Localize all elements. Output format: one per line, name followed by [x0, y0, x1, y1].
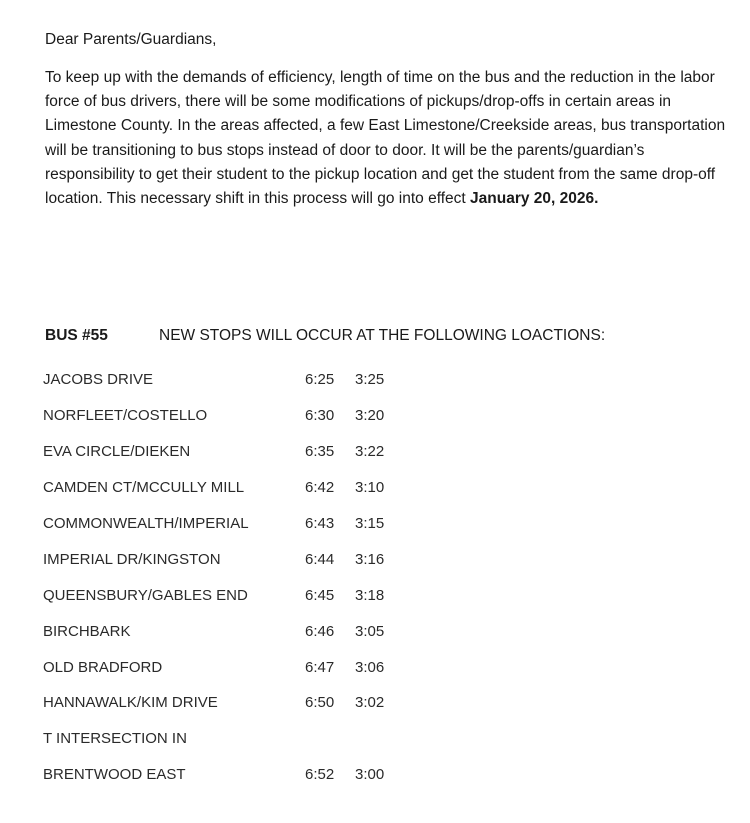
stop-row	[43, 470, 463, 506]
stop-location: T INTERSECTION IN	[43, 730, 187, 748]
stop-row	[43, 362, 463, 398]
stop-dropoff-time: 3:10	[355, 479, 385, 497]
stop-location: BIRCHBARK	[43, 622, 131, 640]
stop-location: COMMONWEALTH/IMPERIAL	[43, 515, 249, 532]
letter-paragraph	[45, 66, 735, 211]
stop-row	[43, 685, 463, 721]
stop-pickup-time: 6:47	[305, 658, 335, 676]
stop-row	[43, 398, 463, 434]
stop-pickup-time: 6:35	[305, 443, 335, 461]
stop-pickup-time: 6:52	[305, 766, 335, 784]
stop-location: QUEENSBURY/GABLES END	[43, 586, 248, 604]
stop-pickup-time: 6:44	[305, 550, 335, 568]
stop-location: OLD BRADFORD	[43, 658, 163, 676]
paragraph-text: To keep up with the demands of efficiency, length of time on the bus and the reduction in the labor force of bus drivers, there will be some modifications of pickups/drop-offs in certain areas in Limestone County. In the areas affected, a few East Limestone/Creekside areas, bus transportation will be transitioning to bus stops instead of door to door. It will be the parents/guardian’s responsibility to get their student to the pickup location and get the student from the same drop-off location. This necessary shift in this process will go into effect	[45, 69, 726, 208]
stop-dropoff-time: 3:20	[355, 407, 385, 425]
stop-location: BRENTWOOD EAST	[43, 766, 186, 784]
stop-pickup-time: 6:42	[305, 479, 335, 497]
stop-dropoff-time: 3:18	[355, 586, 385, 604]
salutation: Dear Parents/Guardians,	[45, 31, 217, 48]
stop-dropoff-time: 3:00	[355, 766, 385, 784]
stop-dropoff-time: 3:25	[355, 371, 385, 389]
stop-location: IMPERIAL DR/KINGSTON	[43, 550, 221, 568]
stop-row	[43, 541, 463, 577]
effective-date: January 20, 2026.	[470, 190, 599, 208]
stop-dropoff-time: 3:05	[355, 622, 385, 640]
bus-header	[45, 327, 605, 345]
stop-dropoff-time: 3:22	[355, 443, 385, 461]
stop-dropoff-time: 3:15	[355, 515, 385, 532]
letter-body	[45, 30, 735, 211]
stop-row	[43, 649, 463, 685]
stop-pickup-time: 6:43	[305, 515, 335, 532]
stops-heading: NEW STOPS WILL OCCUR AT THE FOLLOWING LOACTIONS:	[159, 327, 606, 344]
stops-table	[43, 362, 463, 793]
stop-dropoff-time: 3:06	[355, 658, 385, 676]
stop-pickup-time: 6:45	[305, 586, 335, 604]
stop-location: JACOBS DRIVE	[43, 371, 154, 389]
stop-pickup-time: 6:30	[305, 407, 335, 425]
stop-row	[43, 434, 463, 470]
stop-location: CAMDEN CT/MCCULLY MILL	[43, 479, 245, 497]
stop-pickup-time: 6:50	[305, 694, 335, 712]
stop-dropoff-time: 3:02	[355, 694, 385, 712]
stop-location: EVA CIRCLE/DIEKEN	[43, 443, 191, 461]
stop-dropoff-time: 3:16	[355, 550, 385, 568]
stop-row	[43, 506, 463, 542]
stop-location: NORFLEET/COSTELLO	[43, 407, 208, 425]
stop-pickup-time: 6:46	[305, 622, 335, 640]
stop-location: HANNAWALK/KIM DRIVE	[43, 694, 218, 712]
stop-row	[43, 613, 463, 649]
bus-number: BUS #55	[45, 327, 108, 344]
stop-row	[43, 757, 463, 793]
stop-row	[43, 577, 463, 613]
stop-pickup-time: 6:25	[305, 371, 335, 389]
stop-row	[43, 721, 463, 757]
